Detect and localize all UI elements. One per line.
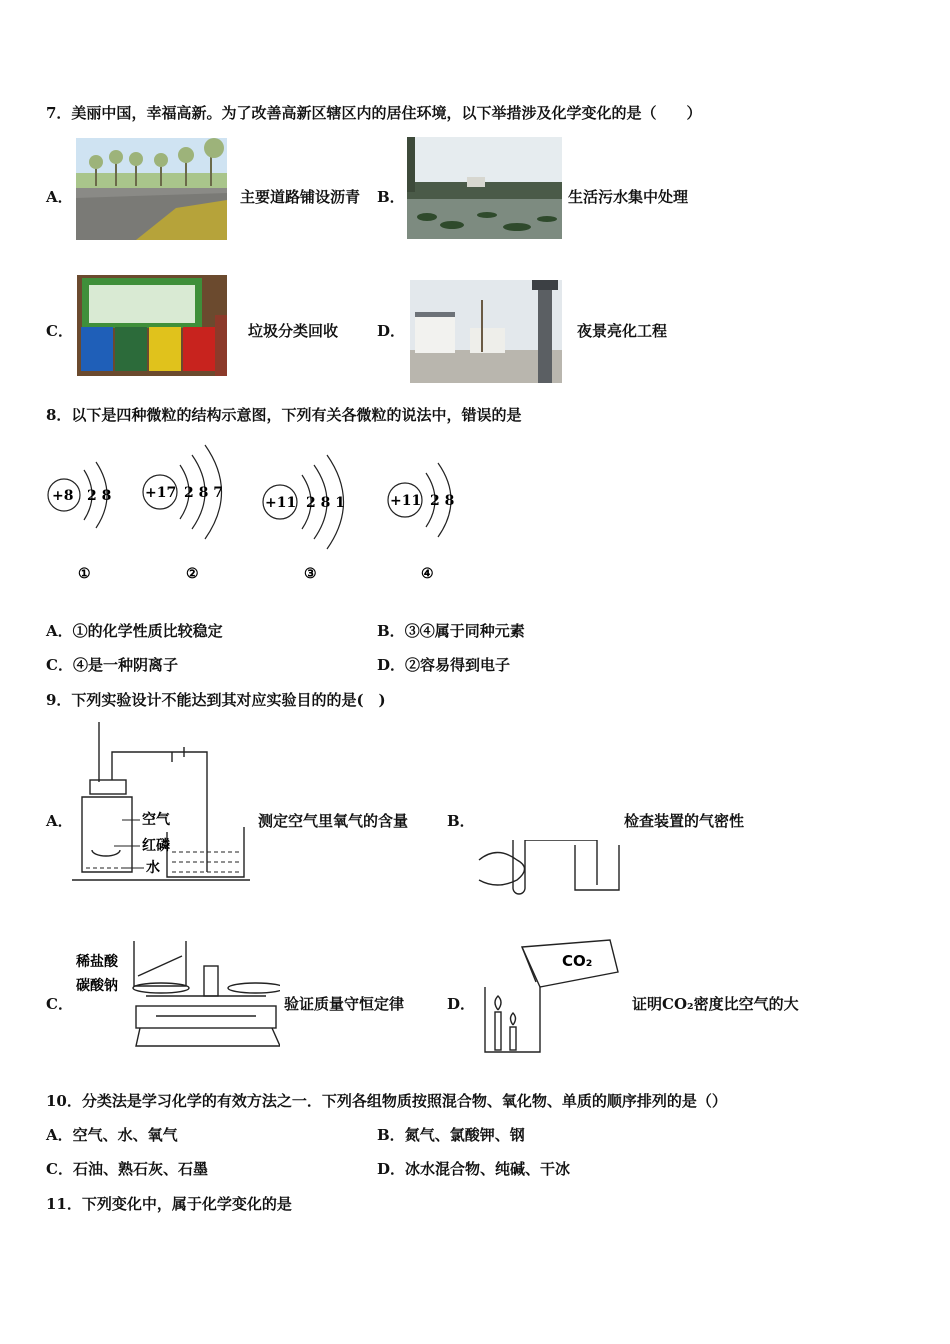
q7-option-d-label: D． <box>377 322 406 340</box>
airtightness-apparatus <box>477 840 625 895</box>
q10-option-c-text: 石油、熟石灰、石墨 <box>72 1160 208 1178</box>
q7-option-c-label: C． <box>46 322 73 340</box>
q7-option-a-text: 主要道路铺设沥青 <box>240 188 361 206</box>
q8-option-d <box>377 654 510 675</box>
q8-option-a-text: ①的化学性质比较稳定 <box>72 622 223 640</box>
particle-1-nucleus: +8 <box>52 488 74 504</box>
particle-1-shells: 2 8 <box>87 488 112 504</box>
q10-option-d <box>377 1158 570 1179</box>
question-8-stem: 8．以下是四种微粒的结构示意图，下列有关各微粒的说法中，错误的是 <box>46 406 522 424</box>
label-co2: CO₂ <box>562 952 593 970</box>
co2-candle-apparatus <box>480 932 622 1056</box>
q9-option-d-label: D． <box>447 995 476 1013</box>
label-dilute-hcl: 稀盐酸 <box>76 954 118 970</box>
q7-option-d-text: 夜景亮化工程 <box>577 322 668 340</box>
particle-2-mark: ② <box>186 566 199 582</box>
q8-option-a <box>46 620 223 641</box>
road-photo <box>76 138 227 240</box>
q7-option-a-label: A． <box>46 188 73 206</box>
q8-option-c-label: C． <box>46 656 73 674</box>
question-11-stem: 11．下列变化中，属于化学变化的是 <box>46 1195 292 1213</box>
particle-4-nucleus: +11 <box>390 493 422 509</box>
q10-option-d-label: D． <box>377 1160 406 1178</box>
label-air: 空气 <box>142 812 170 828</box>
particle-2-nucleus: +17 <box>145 485 177 501</box>
q9-option-b-label: B． <box>447 812 475 830</box>
question-10-stem: 10．分类法是学习化学的有效方法之一．下列各组物质按照混合物、氧化物、单质的顺序排列的是（） <box>46 1092 727 1110</box>
recycling-bins-photo <box>77 275 227 376</box>
q9-option-c-text: 验证质量守恒定律 <box>284 995 405 1013</box>
atom-structure-diagrams <box>40 440 510 590</box>
q9-option-b-text: 检查装置的气密性 <box>624 812 745 830</box>
q10-option-c <box>46 1158 208 1179</box>
label-red-phosphorus: 红磷 <box>142 838 170 854</box>
q8-option-b <box>377 620 525 641</box>
lake-photo <box>407 137 562 239</box>
q10-option-a <box>46 1124 178 1145</box>
q8-option-d-text: ②容易得到电子 <box>405 656 511 674</box>
q9-option-a-text: 测定空气里氧气的含量 <box>258 812 409 830</box>
particle-4-shells: 2 8 <box>430 493 455 509</box>
street-lamp-photo <box>410 280 562 383</box>
q9-option-c-label: C． <box>46 995 73 1013</box>
balance-apparatus <box>76 936 280 1054</box>
particle-1-mark: ① <box>78 566 91 582</box>
q7-option-b-label: B． <box>377 188 405 206</box>
q8-option-d-label: D． <box>377 656 406 674</box>
q7-option-b-text: 生活污水集中处理 <box>568 188 689 206</box>
q10-option-b <box>377 1124 525 1145</box>
q8-option-b-text: ③④属于同种元素 <box>404 622 525 640</box>
tube-stopper-icon <box>510 842 511 843</box>
q10-option-a-label: A． <box>46 1126 73 1144</box>
particle-3-mark: ③ <box>304 566 317 582</box>
q8-option-b-label: B． <box>377 622 405 640</box>
particle-3-nucleus: +11 <box>265 495 297 511</box>
q10-option-a-text: 空气、水、氧气 <box>72 1126 178 1144</box>
particle-3-shells: 2 8 1 <box>306 495 345 511</box>
q10-option-d-text: 冰水混合物、纯碱、干冰 <box>405 1160 571 1178</box>
q10-option-b-text: 氮气、氯酸钾、钢 <box>404 1126 525 1144</box>
q9-option-a-label: A． <box>46 812 73 830</box>
q8-option-a-label: A． <box>46 622 73 640</box>
particle-4-mark: ④ <box>421 566 434 582</box>
label-sodium-carbonate: 碳酸钠 <box>76 978 118 994</box>
question-7-stem: 7．美丽中国，幸福高新。为了改善高新区辖区内的居住环境，以下举措涉及化学变化的是（ ） <box>46 104 702 122</box>
q8-option-c <box>46 654 178 675</box>
question-9-stem: 9．下列实验设计不能达到其对应实验目的的是( ) <box>46 691 386 709</box>
particle-2-shells: 2 8 7 <box>184 485 223 501</box>
q7-option-c-text: 垃圾分类回收 <box>248 322 339 340</box>
q8-option-c-text: ④是一种阴离子 <box>72 656 178 674</box>
label-water: 水 <box>146 860 160 876</box>
q10-option-c-label: C． <box>46 1160 73 1178</box>
q9-option-d-text: 证明CO₂密度比空气的大 <box>632 995 799 1013</box>
oxygen-measurement-apparatus <box>72 722 252 884</box>
q10-option-b-label: B． <box>377 1126 405 1144</box>
